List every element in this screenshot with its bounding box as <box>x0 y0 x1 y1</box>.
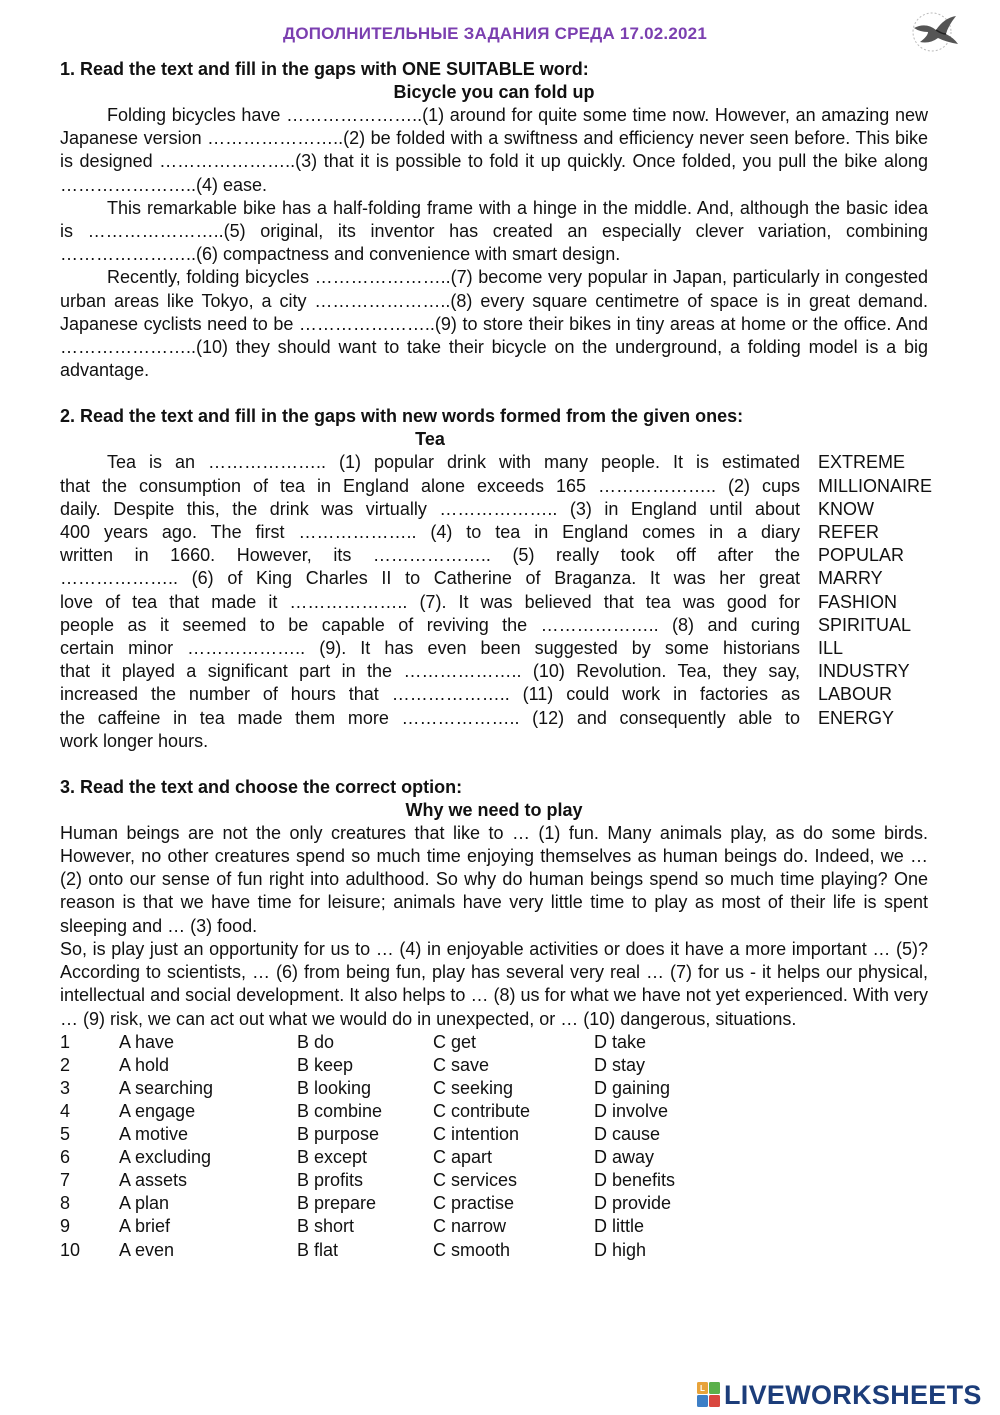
option-a: A brief <box>119 1216 171 1237</box>
option-row <box>60 1123 754 1146</box>
option-row <box>60 1215 754 1238</box>
base-word: ENERGY <box>818 707 895 728</box>
tea-line: that it played a significant part in the ……………….. (10) Revolution. Tea, they say, <box>60 661 800 682</box>
liveworksheets-brand <box>697 1375 982 1415</box>
option-number: 7 <box>60 1170 71 1191</box>
option-d: D provide <box>594 1193 672 1214</box>
option-number: 10 <box>60 1239 81 1260</box>
option-a: A have <box>119 1031 175 1052</box>
option-d: D little <box>594 1216 645 1237</box>
section1-heading: 1. Read the text and fill in the gaps with ONE SUITABLE word: <box>60 59 589 79</box>
option-c: C services <box>433 1170 518 1191</box>
section3-heading: 3. Read the text and choose the correct option: <box>60 776 463 797</box>
option-b: B except <box>297 1147 368 1168</box>
option-b: B prepare <box>297 1193 377 1214</box>
section3-paragraph: Human beings are not the only creatures that like to … (1) fun. Many animals play, as do some birds. However, no other creatures spend so much time enjoying themselves as human beings do. Indeed, we … (2) onto our sense of fun right into adulthood. So why do human beings spend so much time playing? One reason is that we have time for leisure; animals have very little time to play as most of their life is spent sleeping and … (3) food. <box>60 822 928 936</box>
tea-line: people as it seemed to be capable of reviving the ……………….. (8) and curing <box>60 614 800 635</box>
base-word: KNOW <box>818 498 874 519</box>
base-word: SPIRITUAL <box>818 614 912 635</box>
option-row <box>60 1239 754 1262</box>
base-word: MILLIONAIRE <box>818 475 933 496</box>
tea-line: the caffeine in tea made them more ……………….. (12) and consequently able to <box>60 707 800 728</box>
option-a: A even <box>119 1239 175 1260</box>
section1-paragraph: Recently, folding bicycles …………………..(7) become very popular in Japan, particularly in congested urban areas like Tokyo, a city …………………..(8) every square centimetre of space is in great demand. Japanese cyclists need to be …………………..(9) to store their bikes in tiny areas at home or the office. And …………………..(10) they should want to take their bicycle on the underground, a folding model is a big advantage. <box>60 267 928 381</box>
worksheet-content <box>60 58 933 1262</box>
base-word: POPULAR <box>818 545 905 566</box>
option-row <box>60 1077 754 1100</box>
option-row <box>60 1146 754 1169</box>
option-d: D benefits <box>594 1170 676 1191</box>
tea-line: love of tea that made it ……………….. (7). It was believed that tea was good for <box>60 591 800 612</box>
option-b: B profits <box>297 1170 364 1191</box>
option-c: C narrow <box>433 1216 507 1237</box>
option-d: D high <box>594 1239 647 1260</box>
option-number: 4 <box>60 1100 71 1121</box>
section1-paragraph: This remarkable bike has a half-folding frame with a hinge in the middle. And, although the basic idea is …………………..(5) original, its inventor has created an especially clever variation, combining …………………..(6) compactness and convenience with smart design. <box>60 197 928 265</box>
base-word: INDUSTRY <box>818 661 910 682</box>
tea-line: 400 years ago. The first ……………….. (4) to tea in England comes in a diary <box>60 522 800 542</box>
option-d: D gaining <box>594 1077 671 1098</box>
tea-line: Tea is an ……………….. (1) popular drink with many people. It is estimated <box>107 452 800 473</box>
tea-line: that the consumption of tea in England alone exceeds 165 ……………….. (2) cups <box>60 475 800 496</box>
tea-line: ……………….. (6) of King Charles II to Catherine of Braganza. It was her great <box>60 568 800 589</box>
option-b: B do <box>297 1031 335 1052</box>
option-row <box>60 1100 754 1123</box>
logo-letter: L <box>700 1384 705 1393</box>
option-a: A hold <box>119 1054 170 1075</box>
tea-text-block <box>60 451 933 752</box>
option-c: C apart <box>433 1147 493 1168</box>
section1-paragraph: Folding bicycles have …………………..(1) around for quite some time now. However, an amazing new Japanese version …………………..(2) be folded with a swiftness and efficiency never seen before. This bike is designed …………………..(3) that it is possible to fold it up quickly. Once folded, you pull the bike along …………………..(4) ease. <box>60 105 928 195</box>
liveworksheets-text: LIVEWORKSHEETS <box>724 1380 982 1410</box>
bird-logo-icon <box>906 8 962 56</box>
section2-title: Tea <box>415 429 445 450</box>
option-c: C get <box>433 1031 477 1052</box>
option-c: C intention <box>433 1124 520 1145</box>
option-number: 2 <box>60 1054 71 1075</box>
option-b: B combine <box>297 1100 383 1121</box>
option-c: C smooth <box>433 1239 511 1260</box>
tea-line: daily. Despite this, the drink was virtually ……………….. (3) in England until about <box>60 498 800 519</box>
option-c: C practise <box>433 1193 515 1214</box>
option-a: A engage <box>119 1100 196 1121</box>
option-number: 9 <box>60 1216 71 1237</box>
tea-line: increased the number of hours that ……………….. (11) could work in factories as <box>60 684 800 705</box>
option-d: D cause <box>594 1124 661 1145</box>
option-d: D involve <box>594 1100 669 1121</box>
option-number: 8 <box>60 1193 71 1214</box>
option-row <box>60 1031 754 1054</box>
option-b: B flat <box>297 1239 339 1260</box>
option-a: A motive <box>119 1124 189 1145</box>
base-word: ILL <box>818 637 844 658</box>
option-b: B looking <box>297 1077 372 1098</box>
option-d: D take <box>594 1031 647 1052</box>
option-number: 1 <box>60 1031 71 1052</box>
section1-title: Bicycle you can fold up <box>393 82 595 102</box>
option-number: 5 <box>60 1124 71 1145</box>
option-a: A excluding <box>119 1147 212 1168</box>
option-a: A assets <box>119 1170 188 1191</box>
liveworksheets-logo-icon <box>697 1382 721 1408</box>
option-a: A plan <box>119 1193 170 1214</box>
base-word: LABOUR <box>818 684 893 705</box>
options-table <box>60 1031 754 1262</box>
option-row <box>60 1192 754 1215</box>
tea-line: written in 1660. However, its ……………….. (5) really took off after the <box>60 545 800 566</box>
option-a: A searching <box>119 1077 214 1098</box>
option-row <box>60 1169 754 1192</box>
option-c: C save <box>433 1054 490 1075</box>
section2-heading: 2. Read the text and fill in the gaps with new words formed from the given ones: <box>60 406 744 427</box>
option-number: 6 <box>60 1147 71 1168</box>
base-word: FASHION <box>818 591 898 612</box>
page-title: ДОПОЛНИТЕЛЬНЫЕ ЗАДАНИЯ СРЕДА 17.02.2021 <box>283 24 707 43</box>
section3-paragraph: So, is play just an opportunity for us to … (4) in enjoyable activities or does it have a more important … (5)? According to scientists, … (6) from being fun, play has several very real … (7) for us - it helps our physical, intellectual and social development. It also helps to … (8) us for what we have not yet experienced. With very … (9) risk, we can act out what we would do in unexpected, or … (10) dangerous, situations. <box>60 938 928 1029</box>
tea-line: work longer hours. <box>60 730 209 751</box>
option-row <box>60 1054 754 1077</box>
option-b: B keep <box>297 1054 354 1075</box>
option-d: D away <box>594 1147 655 1168</box>
option-number: 3 <box>60 1077 71 1098</box>
option-b: B short <box>297 1216 355 1237</box>
base-word: MARRY <box>818 568 883 589</box>
base-word: EXTREME <box>818 452 906 473</box>
section3-title: Why we need to play <box>405 799 583 820</box>
option-b: B purpose <box>297 1124 380 1145</box>
word-formation-list <box>818 451 932 729</box>
option-c: C contribute <box>433 1100 531 1121</box>
option-d: D stay <box>594 1054 646 1075</box>
option-c: C seeking <box>433 1077 514 1098</box>
tea-line: certain minor ……………….. (9). It has even been suggested by some historians <box>60 637 800 658</box>
base-word: REFER <box>818 522 880 542</box>
